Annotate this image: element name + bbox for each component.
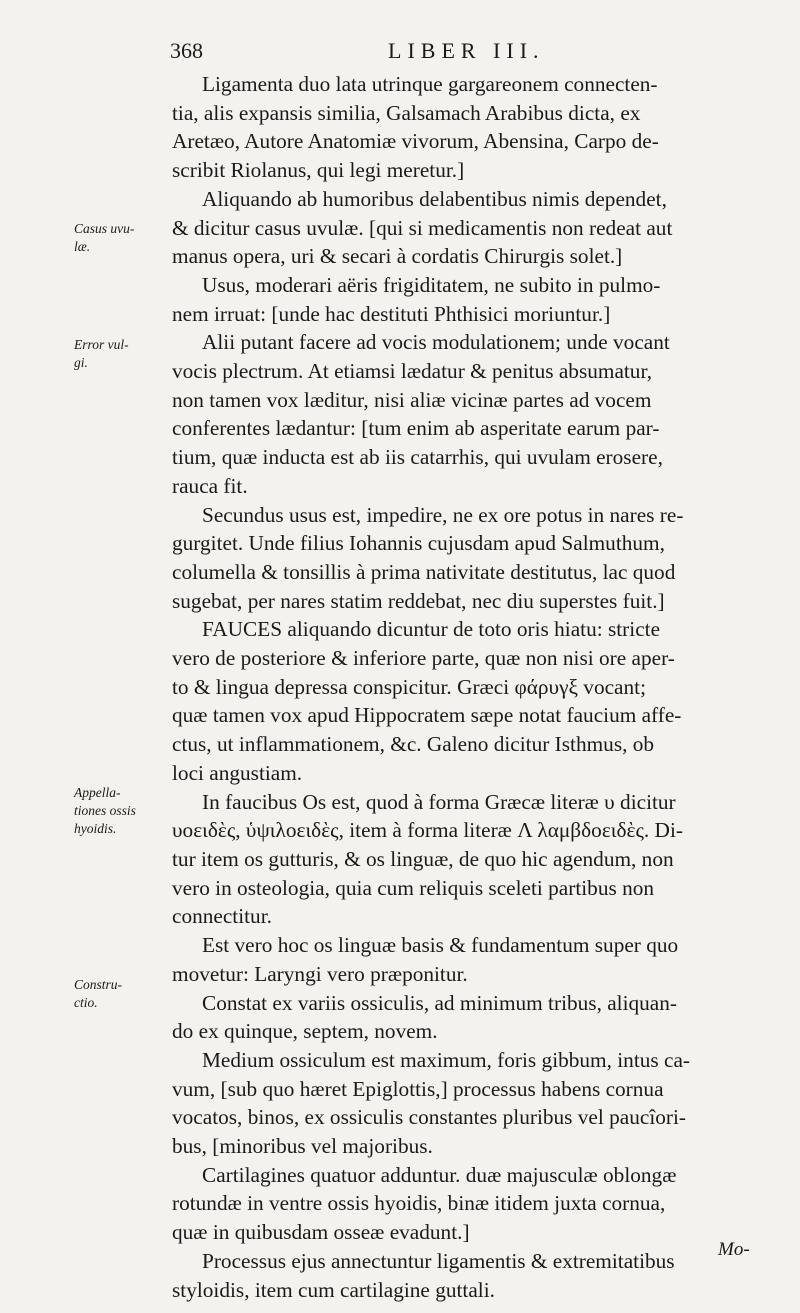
text-line: loci angustiam. — [172, 760, 303, 785]
text-line: gurgitet. Unde filius Iohannis cujusdam apud Salmuthum, — [172, 531, 665, 556]
margin-note-constructio — [74, 976, 164, 1012]
margin-note-appellationes — [74, 784, 164, 838]
text-line: vero de posteriore & inferiore parte, quæ non nisi ore aper- — [172, 646, 675, 671]
text-line: ctus, ut inflammationem, &c. Galeno dicitur Isthmus, ob — [172, 732, 655, 757]
text-line: quæ in quibusdam osseæ evadunt.] — [172, 1220, 470, 1245]
margin-note-line: hyoidis. — [74, 821, 117, 836]
text-line: Est vero hoc os linguæ basis & fundamentum super quo — [202, 933, 679, 958]
text-line: υοειδὲς, ὑψιλοειδὲς, item à forma literæ Λ λαμβδοειδὲς. Di- — [172, 818, 683, 843]
catchword: Mo- — [718, 1239, 750, 1260]
text-line: to & lingua depressa conspicitur. Græci φάρυγξ vocant; — [172, 674, 646, 699]
text-line: & dicitur casus uvulæ. [qui si medicamentis non redeat aut — [172, 215, 673, 240]
text-line: sugebat, per nares statim reddebat, nec diu superstes fuit.] — [172, 588, 665, 613]
page-number: 368 — [170, 38, 203, 63]
main-text — [172, 70, 768, 1304]
text-line: styloidis, item cum cartilagine guttali. — [172, 1277, 495, 1302]
margin-note-line: Constru- — [74, 977, 123, 992]
text-line: Usus, moderari aëris frigiditatem, ne subito in pulmo- — [202, 272, 661, 297]
text-line: movetur: Laryngi vero præponitur. — [172, 961, 468, 986]
text-line: Aliquando ab humoribus delabentibus nimis dependet, — [202, 186, 667, 211]
text-line: quæ tamen vox apud Hippocratem sæpe notat faucium affe- — [172, 703, 682, 728]
text-line: rauca fit. — [172, 473, 248, 498]
text-line: Cartilagines quatuor adduntur. duæ majusculæ oblongæ — [202, 1162, 677, 1187]
text-line: do ex quinque, septem, novem. — [172, 1019, 438, 1044]
text-line: Medium ossiculum est maximum, foris gibbum, intus ca- — [202, 1047, 691, 1072]
text-line: vocatos, binos, ex ossiculis constantes pluribus vel paucîori- — [172, 1105, 686, 1130]
text-line: tium, quæ inducta est ab iis catarrhis, qui uvulam erosere, — [172, 445, 663, 470]
text-line: scribit Riolanus, qui legi meretur.] — [172, 158, 465, 183]
text-line: vero in osteologia, quia cum reliquis sceleti partibus non — [172, 875, 655, 900]
text-line: connectitur. — [172, 904, 272, 929]
margin-note-line: læ. — [74, 239, 91, 254]
text-line: Ligamenta duo lata utrinque gargareonem connecten- — [202, 72, 658, 96]
margin-note-line: Appella- — [74, 785, 121, 800]
text-line: FAUCES aliquando dicuntur de toto oris hiatu: stricte — [202, 617, 661, 642]
margin-note-casus-uvulae — [74, 220, 164, 256]
text-line: Constat ex variis ossiculis, ad minimum tribus, aliquan- — [202, 990, 677, 1015]
running-header — [170, 38, 770, 68]
text-line: non tamen vox læditur, nisi aliæ vicinæ partes ad vocem — [172, 387, 652, 412]
margin-note-line: tiones ossis — [74, 803, 136, 818]
text-line: Secundus usus est, impedire, ne ex ore potus in nares re- — [202, 502, 684, 527]
text-line: vum, [sub quo hæret Epiglottis,] processus habens cornua — [172, 1076, 664, 1101]
text-line: conferentes lædantur: [tum enim ab asperitate earum par- — [172, 416, 660, 441]
text-line: nem irruat: [unde hac destituti Phthisici moriuntur.] — [172, 301, 611, 326]
text-line: columella & tonsillis à prima nativitate destitutus, lac quod — [172, 559, 676, 584]
text-line: Aretæo, Autore Anatomiæ vivorum, Abensina, Carpo de- — [172, 129, 659, 154]
margin-note-line: Casus uvu- — [74, 221, 135, 236]
margin-note-line: ctio. — [74, 995, 98, 1010]
margin-note-line: Error vul- — [74, 337, 129, 352]
text-line: bus, [minoribus vel majoribus. — [172, 1134, 433, 1159]
text-line: manus opera, uri & secari à cordatis Chirurgis solet.] — [172, 244, 623, 269]
margin-note-error-vulgi — [74, 336, 164, 372]
text-line: tur item os gutturis, & os linguæ, de quo hic agendum, non — [172, 846, 674, 871]
running-title: LIBER III. — [388, 38, 545, 63]
text-line: vocis plectrum. At etiamsi lædatur & penitus absumatur, — [172, 359, 653, 384]
text-line: Alii putant facere ad vocis modulationem; unde vocant — [202, 330, 670, 355]
text-line: In faucibus Os est, quod à forma Græcæ literæ υ dicitur — [202, 789, 676, 814]
text-line: rotundæ in ventre ossis hyoidis, binæ itidem juxta cornua, — [172, 1191, 666, 1216]
text-line: tia, alis expansis similia, Galsamach Arabibus dicta, ex — [172, 100, 641, 125]
text-line: Processus ejus annectuntur ligamentis & extremitatibus — [202, 1248, 675, 1273]
margin-note-line: gi. — [74, 355, 88, 370]
